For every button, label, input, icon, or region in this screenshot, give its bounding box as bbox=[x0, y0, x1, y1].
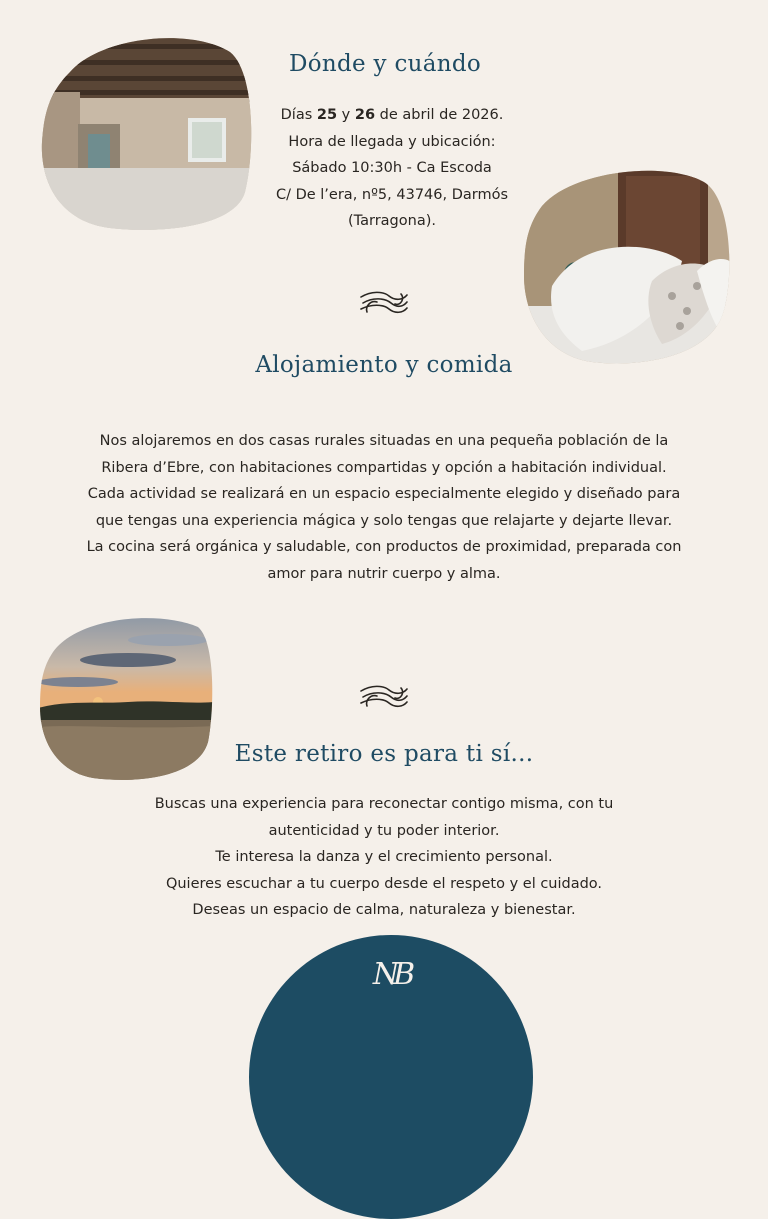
day-two: 26 bbox=[354, 107, 376, 123]
retreat-line: Te interesa la danza y el crecimiento personal. bbox=[215, 849, 553, 865]
accommodation-line: Cada actividad se realizará en un espacio especialmente elegido y diseñado para bbox=[87, 486, 681, 502]
address-line: C/ De l’era, nº5, 43746, Darmós bbox=[275, 186, 509, 203]
retreat-line: Deseas un espacio de calma, naturaleza y bienestar. bbox=[192, 902, 576, 918]
address-region: (Tarragona). bbox=[348, 213, 436, 229]
where-when-details bbox=[260, 102, 524, 235]
accommodation-line: amor para nutrir cuerpo y alma. bbox=[267, 565, 501, 582]
arrival-time-place: Sábado 10:30h - Ca Escoda bbox=[292, 160, 492, 176]
day-one: 25 bbox=[316, 107, 338, 123]
logo-badge bbox=[249, 935, 533, 1219]
dates-line: Días 25 y 26 de abril de 2026. bbox=[280, 107, 504, 123]
accommodation-line: que tengas una experiencia mágica y solo tengas que relajarte y dejarte llevar. bbox=[95, 512, 673, 529]
flourish-ornament-icon bbox=[357, 288, 411, 318]
photo-bedroom-pillows bbox=[522, 166, 734, 366]
arrival-label: Hora de llegada y ubicación: bbox=[288, 133, 496, 150]
retreat-for-you-text bbox=[60, 791, 708, 924]
section-title-retreat-for-you: Este retiro es para ti sí... bbox=[234, 741, 534, 767]
retreat-line: Quieres escuchar a tu cuerpo desde el respeto y el cuidado. bbox=[165, 875, 603, 892]
section-title-accommodation: Alojamiento y comida bbox=[255, 352, 513, 378]
photo-interior-hall bbox=[40, 32, 252, 232]
section-title-where-when: Dónde y cuándo bbox=[289, 51, 482, 77]
accommodation-line: La cocina será orgánica y saludable, con productos de proximidad, preparada con bbox=[86, 539, 682, 555]
accommodation-line: Ribera d’Ebre, con habitaciones compartidas y opción a habitación individual. bbox=[101, 459, 667, 476]
flourish-ornament-icon bbox=[357, 682, 411, 712]
accommodation-line: Nos alojaremos en dos casas rurales situadas en una pequeña población de la bbox=[99, 433, 669, 449]
retreat-line: Buscas una experiencia para reconectar contigo misma, con tu bbox=[154, 796, 614, 812]
accommodation-text bbox=[30, 428, 738, 587]
retreat-line: autenticidad y tu poder interior. bbox=[268, 822, 500, 839]
logo-initials: NB bbox=[372, 957, 410, 992]
